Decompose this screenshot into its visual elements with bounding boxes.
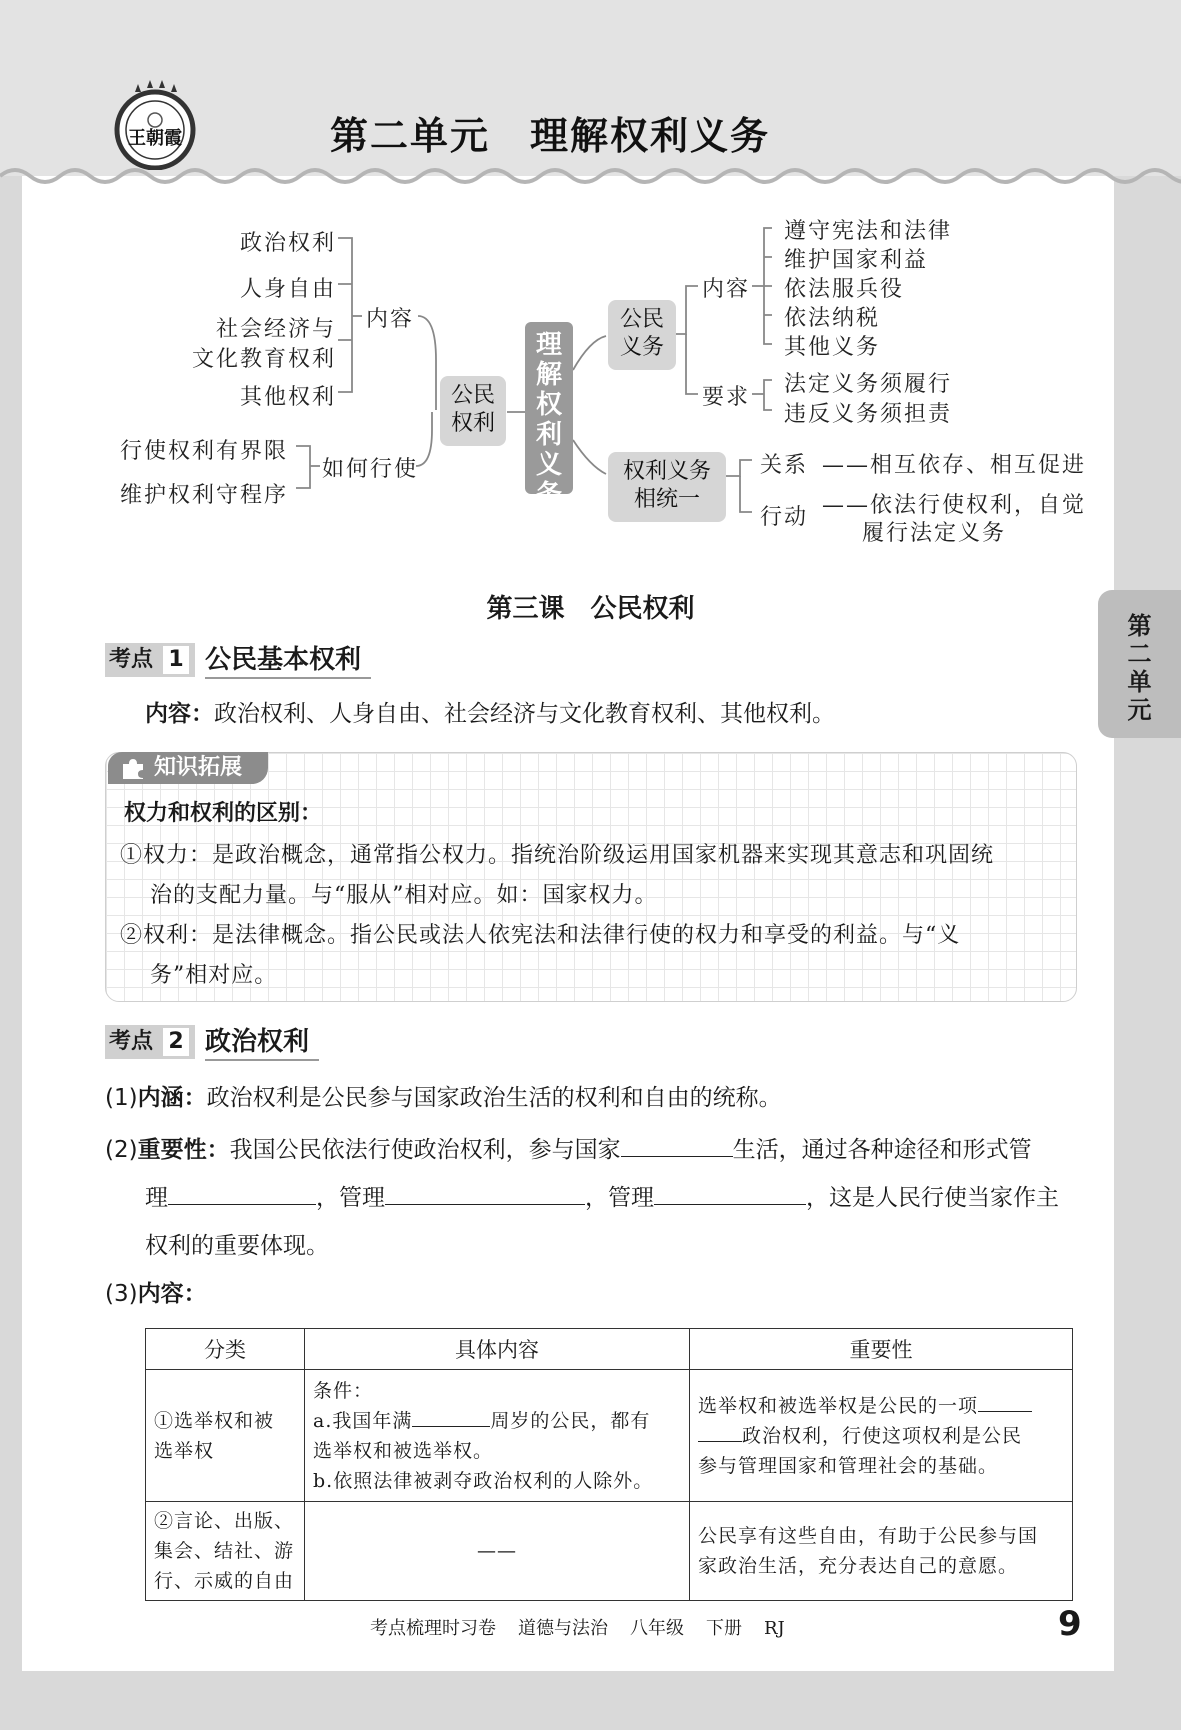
cell-text: 周岁的公民，都有 [490,1409,651,1432]
right-content-item: 遵守宪法和法律 [784,219,953,244]
kaodian-number: 1 [163,646,189,674]
cell-line [698,1391,1064,1421]
knowledge-extension-tag [108,752,268,784]
left-exercise-item: 行使权利有界限 [120,439,289,464]
cell-text: a.我国年满 [313,1409,413,1432]
relation-text: ——相互依存、相互促进 [822,453,1087,478]
left-content-item: 文化教育权利 [192,347,337,372]
right-content-label: 内容 [702,277,751,302]
page-footer [370,1614,807,1640]
mindmap-center-label: 理解权利义务 [535,330,562,510]
connotation-paragraph [105,1084,782,1112]
cell-line [698,1421,1064,1451]
right-content-item: 依法纳税 [784,306,881,331]
extension-item1-line1: ①权力：是政治概念，通常指公权力。指统治阶级运用国家机器来实现其意志和巩固统 [120,843,995,868]
fill-blank-2[interactable] [168,1182,316,1205]
right-content-item: 维护国家利益 [784,248,929,273]
left-exercise-label: 如何行使 [322,457,419,482]
left-exercise-item: 维护权利守程序 [120,483,289,508]
svg-text:王朝霞: 王朝霞 [128,128,182,149]
fill-blank-basic-cont[interactable] [698,1423,742,1442]
para-label: 重要性： [137,1137,230,1163]
left-content-label: 内容 [366,307,415,332]
para-prefix: (3) [105,1281,138,1307]
table-header: 重要性 [690,1329,1073,1370]
content-label: 内容： [145,701,214,727]
cell-line: 行、示威的自由 [154,1570,295,1592]
footer-item: RJ [764,1618,785,1639]
footer-item: 下册 [706,1618,742,1639]
cell-line [313,1406,681,1436]
fill-blank-age[interactable] [412,1408,490,1427]
right-branch-duty-box [608,300,676,370]
right-branch-duty-label: 公民义务 [619,307,664,360]
para-text: ，管理 [316,1185,385,1211]
unit-label: 第二单元 [330,114,491,158]
cell-line: 公民享有这些自由，有助于公民参与国 [698,1525,1039,1547]
footer-item: 考点梳理时习卷 [370,1618,496,1639]
cell-line: 选举权和被选举权。 [313,1439,494,1462]
left-branch-box [440,376,506,446]
left-content-item: 社会经济与 [216,317,337,342]
left-branch-label: 公民权利 [450,383,495,436]
para-text: 我国公民依法行使政治权利，参与国家 [229,1137,621,1163]
extension-item1-line2: 治的支配力量。与“服从”相对应。如：国家权力。 [150,883,658,908]
unit-name: 理解权利义务 [530,114,771,158]
cell-text: 选举权和被选举权是公民的一项 [698,1394,979,1417]
kaodian-tag: 考点 [105,1025,195,1059]
puzzle-icon [120,756,146,780]
left-content-item: 政治权利 [240,231,337,256]
cell-line: ①选举权和被 [154,1409,275,1432]
right-branch-unity-box [608,452,726,522]
kaodian-number: 2 [163,1028,189,1056]
table-cell-content: —— [305,1502,690,1601]
mindmap-center [525,322,573,510]
para-text: ，管理 [585,1185,654,1211]
kaodian-tag: 考点 [105,643,195,677]
cell-line: 参与管理国家和管理社会的基础。 [698,1454,999,1477]
left-content-item: 其他权利 [240,385,337,410]
para-text: 生活，通过各种途径和形式管 [732,1137,1032,1163]
extension-item2-line2: 务”相对应。 [150,963,278,988]
action-text-line1: ——依法行使权利，自觉 [822,493,1087,518]
cell-line: b.依照法律被剥夺政治权利的人除外。 [313,1469,654,1492]
table-cell-category [146,1370,305,1502]
para-prefix: (2) [105,1137,138,1163]
table-row [146,1502,1073,1601]
fill-blank-4[interactable] [654,1182,806,1205]
cell-line: ②言论、出版、 [154,1510,295,1532]
extension-item2-line1: ②权利：是法律概念。指公民或法人依宪法和法律行使的权力和享受的利益。与“义 [120,923,961,948]
table-header: 具体内容 [305,1329,690,1370]
right-content-item: 其他义务 [784,335,881,360]
right-branch-unity-line2: 相统一 [633,487,700,512]
footer-item: 八年级 [630,1618,684,1639]
content-text: 政治权利、人身自由、社会经济与文化教育权利、其他权利。 [214,701,835,727]
content-paragraph [105,1280,207,1308]
fill-blank-basic[interactable] [978,1393,1032,1412]
cell-line: 集会、结社、游 [154,1540,295,1562]
right-require-item: 违反义务须担责 [784,402,953,427]
importance-paragraph-line2 [145,1182,1059,1212]
right-require-label: 要求 [702,385,751,410]
table-cell-importance [690,1370,1073,1502]
kaodian-1-content [145,700,835,728]
page-number: 9 [1058,1604,1082,1644]
kaodian-title: 公民基本权利 [205,643,371,679]
cell-line: 条件： [313,1379,374,1402]
table-row [146,1370,1073,1502]
para-prefix: (1) [105,1085,138,1111]
kaodian-title: 政治权利 [205,1025,319,1061]
table-header-row [146,1329,1073,1370]
footer-item: 道德与法治 [518,1618,608,1639]
right-require-item: 法定义务须履行 [784,372,953,397]
cell-line: 家政治生活，充分表达自己的意愿。 [698,1555,1019,1577]
political-rights-table [145,1328,1073,1601]
relation-label: 关系 [760,453,809,478]
table-cell-category [146,1502,305,1601]
importance-paragraph-line1 [105,1134,1032,1164]
unit-side-tab[interactable] [1098,590,1181,738]
table-header: 分类 [146,1329,305,1370]
table-cell-importance [690,1502,1073,1601]
para-text: 政治权利是公民参与国家政治生活的权利和自由的统称。 [206,1085,782,1111]
cell-text: 政治权利，行使这项权利是公民 [742,1424,1023,1447]
para-text: ，这是人民行使当家作主 [806,1185,1059,1211]
right-branch-unity-line1: 权利义务 [622,459,711,484]
action-text-line2: 履行法定义务 [862,521,1007,546]
para-text: 理 [145,1185,168,1211]
lesson-title: 第三课 公民权利 [486,594,695,624]
unit-side-tab-label: 第二单元 [1127,612,1152,724]
para-label: 内涵： [137,1085,207,1111]
cell-line: 选举权 [154,1439,215,1462]
fill-blank-3[interactable] [385,1182,585,1205]
knowledge-extension-label: 知识拓展 [154,755,243,780]
right-content-item: 依法服兵役 [784,277,905,302]
table-cell-content [305,1370,690,1502]
para-label: 内容： [137,1281,207,1307]
importance-paragraph-line3: 权利的重要体现。 [145,1233,329,1259]
fill-blank-1[interactable] [621,1134,733,1157]
left-content-item: 人身自由 [240,277,337,302]
action-label: 行动 [760,505,809,530]
extension-heading: 权力和权利的区别： [124,801,323,826]
